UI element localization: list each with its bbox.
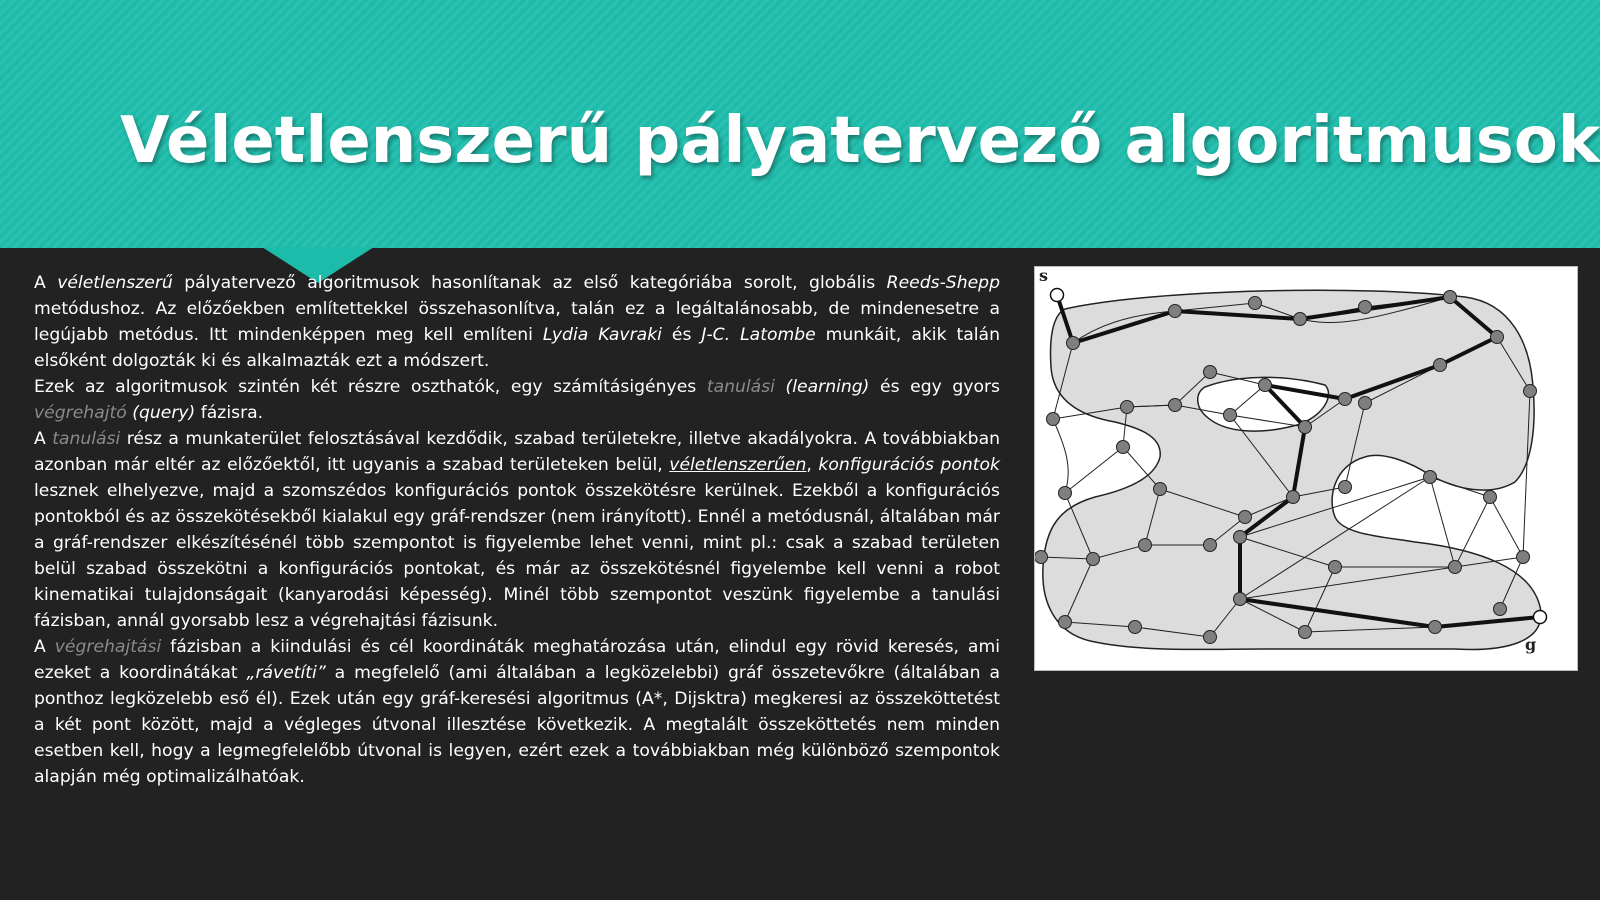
config-node: [1204, 366, 1217, 379]
config-node: [1059, 616, 1072, 629]
config-node: [1299, 421, 1312, 434]
config-node: [1087, 553, 1100, 566]
config-node: [1154, 483, 1167, 496]
config-node: [1339, 393, 1352, 406]
start-label: s: [1039, 267, 1049, 285]
config-node: [1239, 511, 1252, 524]
goal-label: g: [1525, 635, 1537, 654]
config-node: [1424, 471, 1437, 484]
config-node: [1259, 379, 1272, 392]
config-node: [1121, 401, 1134, 414]
config-node: [1294, 313, 1307, 326]
config-node: [1059, 487, 1072, 500]
config-node: [1047, 413, 1060, 426]
body-text: [34, 270, 1000, 790]
config-node: [1484, 491, 1497, 504]
config-node: [1139, 539, 1152, 552]
roadmap-diagram: [1035, 267, 1577, 670]
config-node: [1035, 551, 1048, 564]
paragraph-query: A végrehajtási fázisban a kiindulási és cél koordináták meghatározása után, elindul egy rövid keresés, ami ezeket a koordinátákat „rávetíti” a megfelelő (ami általában a legközelebbi) gráf összetevőkre (általában a ponthoz legközelebb eső él). Ezek után egy gráf-keresési algoritmus (A*, Dijsktra) megkeresi az összeköttetést a két pont között, majd a végleges útvonal illesztése következik. A megtalált összeköttetés nem minden esetben kell, hogy a legmegfelelőbb útvonal is legyen, ezért ezek a továbbiakban még különböző szempontok alapján még optimalizálhatóak.: [34, 637, 1001, 787]
config-node: [1204, 539, 1217, 552]
config-node: [1169, 305, 1182, 318]
config-node: [1491, 331, 1504, 344]
config-node: [1429, 621, 1442, 634]
config-node: [1249, 297, 1262, 310]
config-node: [1449, 561, 1462, 574]
config-node: [1494, 603, 1507, 616]
paragraph-learning: A tanulási rész a munkaterület felosztásával kezdődik, szabad területekre, illetve akadályokra. A továbbiakban azonban már eltér az előzőektől, itt ugyanis a szabad területeken belül, véletlenszerűen, konfigurációs pontok lesznek elhelyezve, majd a szomszédos konfigurációs pontok összekötésre kerülnek. Ezekből a konfigurációs pontokból és az összekötésekből kialakul egy gráf-rendszer (nem irányított). Ennél a metódusnál, általában már a gráf-rendszer elkészítésénél több szempontot is figyelembe lehet venni, mint pl.: csak a szabad területen belül szabad összekötni a konfigurációs pontokat, és már az összekötésnél figyelembe kell venni a robot kinematikai tulajdonságait (kanyarodási képesség). Minél több szempontot veszünk figyelembe a tanulási fázisban, annál gyorsabb lesz a végrehajtási fázisunk.: [34, 429, 1000, 631]
config-node: [1169, 399, 1182, 412]
config-node: [1524, 385, 1537, 398]
config-node: [1434, 359, 1447, 372]
config-node: [1517, 551, 1530, 564]
config-node: [1234, 593, 1247, 606]
config-node: [1234, 531, 1247, 544]
goal-node: [1534, 611, 1547, 624]
config-node: [1224, 409, 1237, 422]
paragraph-intro: A véletlenszerű pályatervező algoritmusok hasonlítanak az első kategóriába sorolt, globális Reeds-Shepp metódushoz. Az előzőekben említettekkel összehasonlítva, talán ez a legáltalánosabb, de mindenesetre a legújabb metódus. Itt mindenképpen meg kell említeni Lydia Kavraki és J-C. Latombe munkáit, akik talán elsőként dolgozták ki és alkalmazták ezt a módszert.: [34, 273, 1000, 371]
config-node: [1129, 621, 1142, 634]
config-node: [1359, 301, 1372, 314]
paragraph-phases: Ezek az algoritmusok szintén két részre oszthatók, egy számításigényes tanulási (learning) és egy gyors végrehajtó (query) fázisra.: [34, 377, 1000, 423]
config-node: [1359, 397, 1372, 410]
free-space-region: [1043, 290, 1541, 649]
config-node: [1299, 626, 1312, 639]
slide-title: Véletlenszerű pályatervező algoritmusok: [120, 104, 1600, 178]
config-node: [1287, 491, 1300, 504]
start-node: [1051, 289, 1064, 302]
config-node: [1117, 441, 1130, 454]
config-node: [1444, 291, 1457, 304]
config-node: [1329, 561, 1342, 574]
config-node: [1067, 337, 1080, 350]
config-node: [1339, 481, 1352, 494]
config-node: [1204, 631, 1217, 644]
roadmap-figure: [1034, 266, 1578, 671]
